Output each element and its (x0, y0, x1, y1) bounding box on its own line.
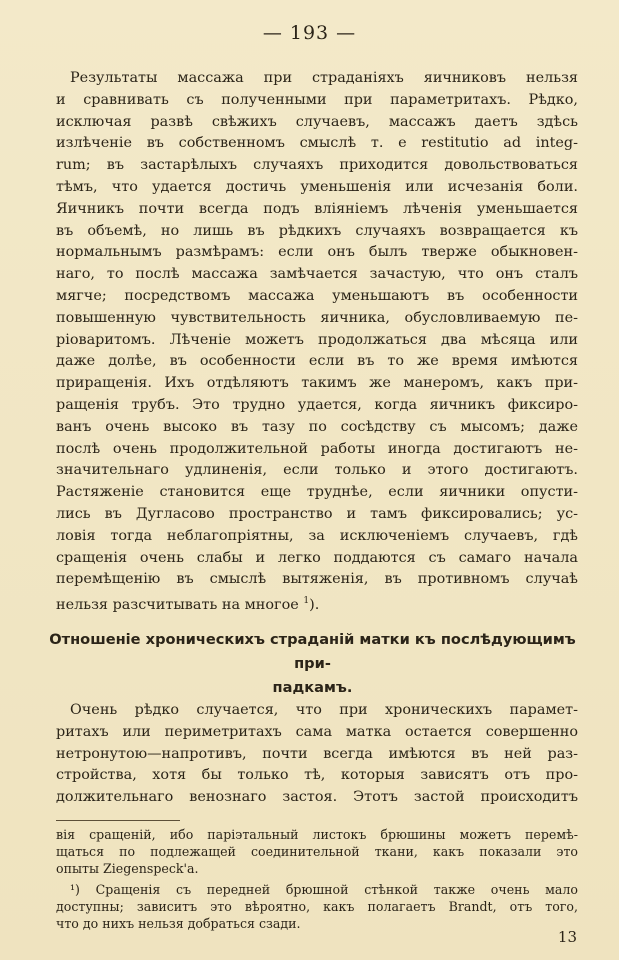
text-line: повышенную чувствительность яичника, обусловливаемую пе- (56, 309, 578, 326)
section-heading (40, 628, 585, 700)
text-line: ріоваритомъ. Лѣченіе можетъ продолжаться два мѣсяца или (56, 331, 578, 348)
text-line: нормальнымъ размѣрамъ: если онъ былъ тверже обыкновен- (56, 244, 578, 261)
text-line: должительнаго венознаго застоя. Этотъ застой происходитъ (56, 789, 578, 806)
text-line: Результаты массажа при страданіяхъ яичниковъ нельзя (70, 70, 578, 86)
text-line: приращенія. Ихъ отдѣляютъ такимъ же манеромъ, какъ при- (56, 375, 578, 392)
heading-line-1: Отношеніе хроническихъ страданій матки къ послѣдующимъ при- (49, 631, 576, 672)
text-line: излѣченіе въ собственномъ смыслѣ т. е restitutio ad integ- (56, 135, 578, 152)
text-line: ¹) Сращенія съ передней брюшной стѣнкой также очень мало (70, 881, 578, 897)
footnote-marker: 1 (303, 596, 310, 607)
text-line: опыты Ziegenspeck'a. (56, 861, 199, 877)
footnote-rule (56, 820, 180, 821)
text-line: ритахъ или периметритахъ сама матка остается совершенно (56, 723, 578, 740)
text-line: Очень рѣдко случается, что при хроническихъ парамет- (70, 702, 578, 718)
text-line: тѣмъ, что удается достичь уменьшенія или исчезанія боли. (56, 178, 578, 195)
printer-signature: 13 (557, 928, 577, 946)
footnote-continuation (56, 826, 578, 878)
paragraph-end: ). (309, 596, 320, 613)
text-line: Яичникъ почти всегда подъ вліяніемъ лѣченія уменьшается (56, 200, 578, 217)
text-line: нельзя разсчитывать на многое $^1$). (56, 596, 320, 613)
text-line: ванъ очень высоко въ тазу по сосѣдству съ мысомъ; даже (56, 418, 578, 435)
text-line: значительнаго удлиненія, если только и этого достигаютъ. (56, 462, 578, 479)
text-line: сращенія очень слабы и легко поддаются съ самаго начала (56, 549, 578, 566)
text-line: ловія тогда неблагопріятны, за исключеніемъ случаевъ, гдѣ (56, 527, 578, 544)
footnotes (56, 826, 578, 932)
footnote-1 (56, 881, 578, 933)
heading-line-2: падкамъ. (272, 679, 353, 696)
text-line: въ объемѣ, но лишь въ рѣдкихъ случаяхъ возвращается къ (56, 222, 578, 239)
text-line: лись въ Дугласово пространство и тамъ фиксировались; ус- (56, 505, 578, 522)
paragraph-uterus (56, 700, 578, 809)
text-line: rum; въ застарѣлыхъ случаяхъ приходится довольствоваться (56, 157, 578, 174)
text-line: исключая развѣ свѣжихъ случаевъ, массажъ даетъ здѣсь (56, 113, 578, 130)
text-line: наго, то послѣ массажа замѣчается зачастую, что онъ сталъ (56, 266, 578, 283)
text-line: вія сращеній, ибо паріэтальный листокъ брюшины можетъ перемѣ- (56, 827, 578, 842)
text-line: даже долѣе, въ особенности если въ то же время имѣются (56, 353, 578, 370)
text-line: нетронутою—напротивъ, почти всегда имѣются въ ней раз- (56, 745, 578, 762)
text-line: послѣ очень продолжительной работы иногда достигаютъ не- (56, 440, 578, 457)
text-line: что до нихъ нельзя добраться сзади. (56, 916, 301, 932)
text-line: мягче; посредствомъ массажа уменьшаютъ въ особенности (56, 287, 578, 304)
text-line: стройства, хотя бы только тѣ, которыя зависятъ отъ про- (56, 767, 578, 784)
text-line: перемѣщенію въ смыслѣ вытяженія, въ противномъ случаѣ (56, 571, 578, 588)
text-line: доступны; зависитъ это вѣроятно, какъ полагаетъ Brandt, отъ того, (56, 898, 578, 914)
text-line: Растяженіе становится еще труднѣе, если яичники опусти- (56, 484, 578, 501)
text-line: щаться по подлежащей соединительной ткани, какъ показали это (56, 844, 578, 860)
page-number: — 193 — (262, 22, 357, 44)
text-line: и сравнивать съ полученными при параметритахъ. Рѣдко, (56, 91, 578, 108)
text-line: ращенія трубъ. Это трудно удается, когда яичникъ фиксиро- (56, 396, 578, 413)
paragraph-massage-results (56, 68, 578, 617)
